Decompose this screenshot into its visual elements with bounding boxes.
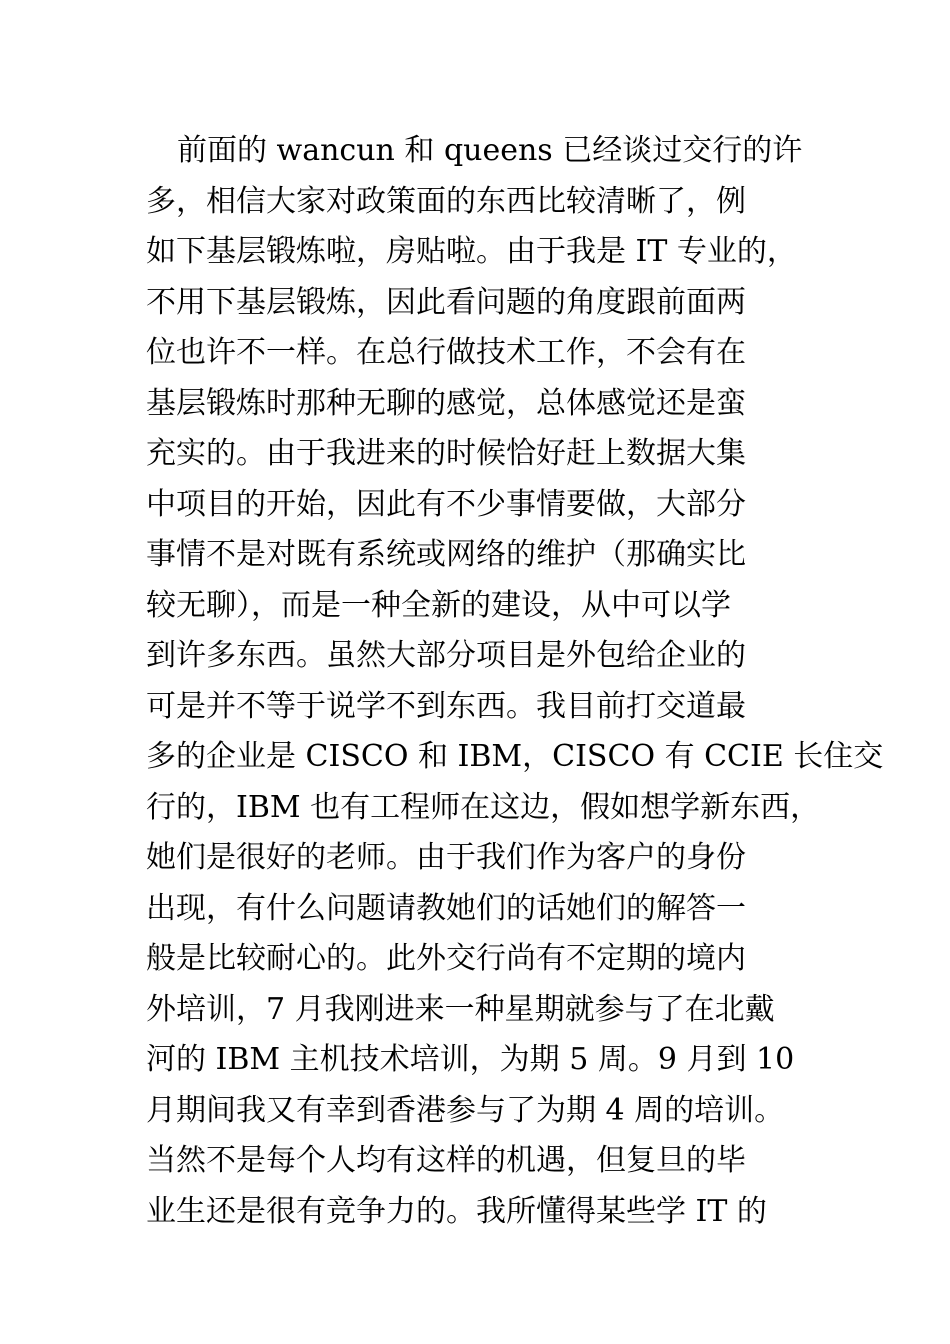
text-line: 出现，有什么问题请教她们的话她们的解答一	[146, 890, 746, 926]
text-line: 较无聊），而是一种全新的建设，从中可以学	[146, 587, 731, 623]
text-line: 多的企业是 CISCO 和 IBM，CISCO 有 CCIE 长住交	[146, 739, 884, 774]
text-line: 月期间我又有幸到香港参与了为期 4 周的培训。	[146, 1092, 785, 1128]
text-line: 前面的 wancun 和 queens 已经谈过交行的许	[177, 133, 803, 168]
text-line: 事情不是对既有系统或网络的维护（那确实比	[146, 537, 746, 572]
text-line: 到许多东西。虽然大部分项目是外包给企业的	[146, 638, 746, 673]
text-line: 充实的。由于我进来的时候恰好赶上数据大集	[146, 436, 746, 471]
body-paragraph	[146, 126, 884, 1237]
text-line: 基层锻炼时那种无聊的感觉，总体感觉还是蛮	[146, 385, 746, 421]
text-line: 行的，IBM 也有工程师在这边，假如想学新东西，	[146, 789, 821, 825]
text-line: 多，相信大家对政策面的东西比较清晰了，例	[146, 183, 746, 219]
text-line: 位也许不一样。在总行做技术工作，不会有在	[146, 335, 746, 370]
text-line: 可是并不等于说学不到东西。我目前打交道最	[146, 688, 746, 724]
text-line: 河的 IBM 主机技术培训，为期 5 周。9 月到 10	[146, 1042, 795, 1077]
text-line: 外培训，7 月我刚进来一种星期就参与了在北戴	[146, 991, 775, 1027]
text-line: 如下基层锻炼啦，房贴啦。由于我是 IT 专业的，	[146, 234, 797, 269]
text-line: 业生还是很有竞争力的。我所懂得某些学 IT 的	[146, 1193, 767, 1229]
text-line: 不用下基层锻炼，因此看问题的角度跟前面两	[146, 284, 746, 320]
text-line: 她们是很好的老师。由于我们作为客户的身份	[146, 840, 746, 875]
text-line: 当然不是每个人均有这样的机遇，但复旦的毕	[146, 1143, 746, 1178]
text-line: 中项目的开始，因此有不少事情要做，大部分	[146, 486, 746, 522]
text-line: 般是比较耐心的。此外交行尚有不定期的境内	[146, 941, 746, 976]
